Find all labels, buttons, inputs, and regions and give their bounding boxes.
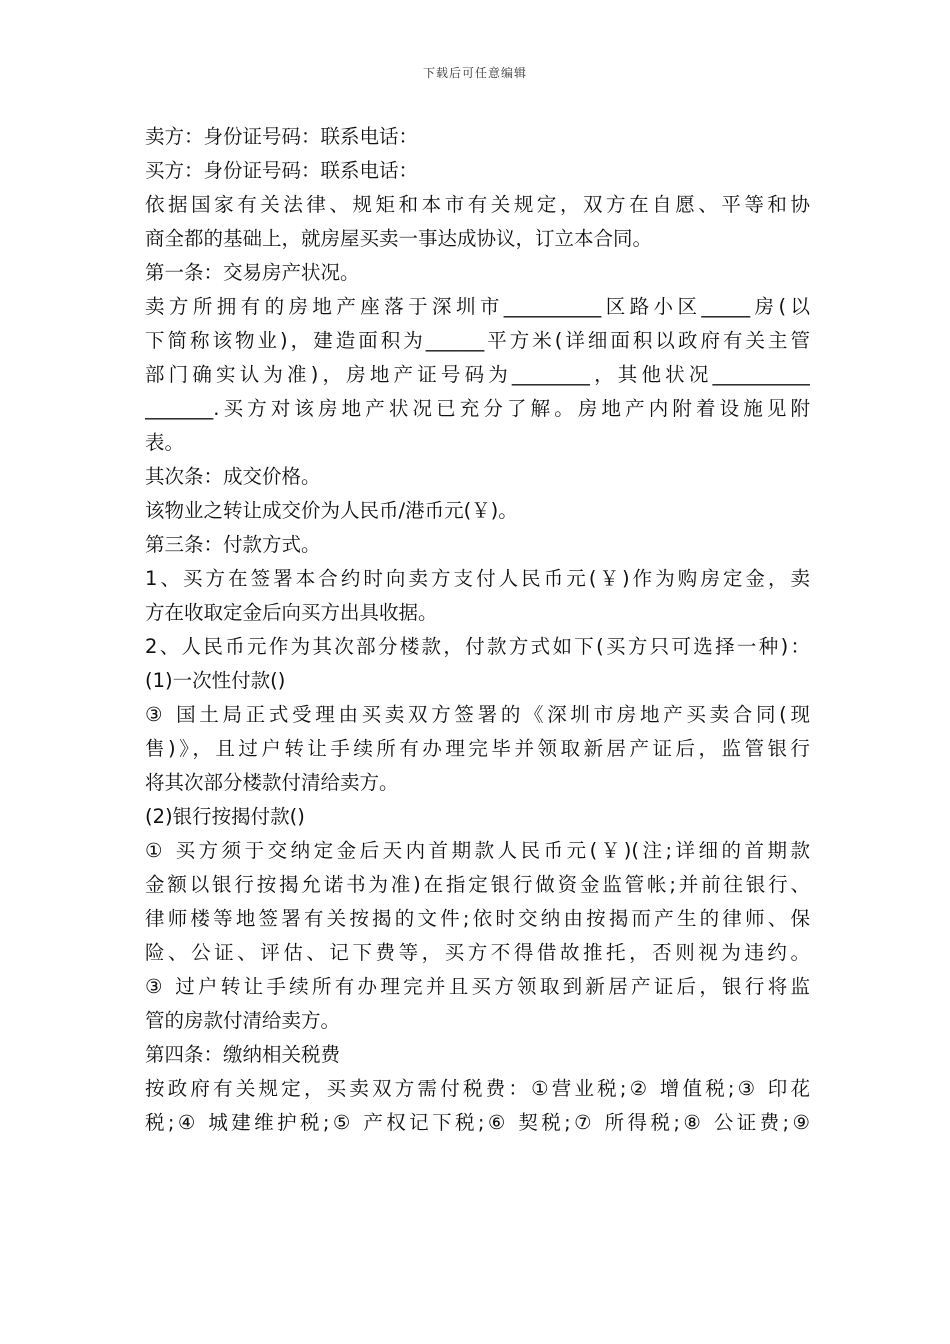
paragraph-line: 售)》，且过户转让手续所有办理完毕并领取新居产证后，监管银行	[145, 737, 810, 760]
paragraph-line: ① 买方须于交纳定金后天内首期款人民币元(￥)(注;详细的首期款	[145, 839, 810, 862]
paragraph-line: 险、公证、评估、记下费等，买方不得借故推托，否则视为违约。	[145, 941, 810, 964]
paragraph-line: 商全都的基础上，就房屋买卖一事达成协议，订立本合同。	[145, 227, 653, 250]
paragraph-line: ③ 国土局正式受理由买卖双方签署的《深圳市房地产买卖合同(现	[145, 703, 810, 726]
paragraph-line: 金额以银行按揭允诺书为准)在指定银行做资金监管帐;并前往银行、	[145, 873, 810, 896]
paragraph-line: 2、人民币元作为其次部分楼款，付款方式如下(买方只可选择一种)：	[145, 635, 810, 658]
paragraph-line: 税;④ 城建维护税;⑤ 产权记下税;⑥ 契税;⑦ 所得税;⑧ 公证费;⑨	[145, 1111, 810, 1134]
article-heading: 第三条：付款方式。	[145, 533, 321, 556]
paragraph-line: 按政府有关规定，买卖双方需付税费：①营业税;② 增值税;③ 印花	[145, 1077, 810, 1100]
subsection-heading: (1)一次性付款()	[145, 669, 286, 692]
document-body	[145, 120, 810, 1140]
article-heading: 其次条：成交价格。	[145, 465, 321, 488]
paragraph-line: 该物业之转让成交价为人民币/港币元(￥)。	[145, 499, 518, 522]
paragraph-line: 将其次部分楼款付清给卖方。	[145, 771, 399, 794]
buyer-info-line: 买方：身份证号码：联系电话：	[145, 159, 419, 182]
paragraph-line: 1、买方在签署本合约时向卖方支付人民币元(￥)作为购房定金，卖	[145, 567, 810, 590]
article-heading: 第一条：交易房产状况。	[145, 261, 360, 284]
paragraph-line: 表。	[145, 431, 185, 454]
seller-info-line: 卖方：身份证号码：联系电话：	[145, 125, 419, 148]
paragraph-line: 依据国家有关法律、规矩和本市有关规定，双方在自愿、平等和协	[145, 193, 810, 216]
paragraph-line: 方在收取定金后向买方出具收据。	[145, 601, 438, 624]
subsection-heading: (2)银行按揭付款()	[145, 805, 305, 828]
paragraph-line: 部门确实认为准)，房地产证号码为________，其他状况__________	[145, 363, 810, 386]
paragraph-line: 下简称该物业)，建造面积为______平方米(详细面积以政府有关主管	[145, 329, 810, 352]
paragraph-line: _______.买方对该房地产状况已充分了解。房地产内附着设施见附	[145, 397, 810, 420]
article-heading: 第四条：缴纳相关税费	[145, 1043, 341, 1066]
paragraph-line: 律师楼等地签署有关按揭的文件;依时交纳由按揭而产生的律师、保	[145, 907, 810, 930]
paragraph-line: 卖方所拥有的房地产座落于深圳市__________区路小区_____房(以	[145, 295, 810, 318]
page-header: 下载后可任意编辑	[422, 66, 527, 80]
paragraph-line: ③ 过户转让手续所有办理完并且买方领取到新居产证后，银行将监	[145, 975, 810, 998]
paragraph-line: 管的房款付清给卖方。	[145, 1009, 341, 1032]
